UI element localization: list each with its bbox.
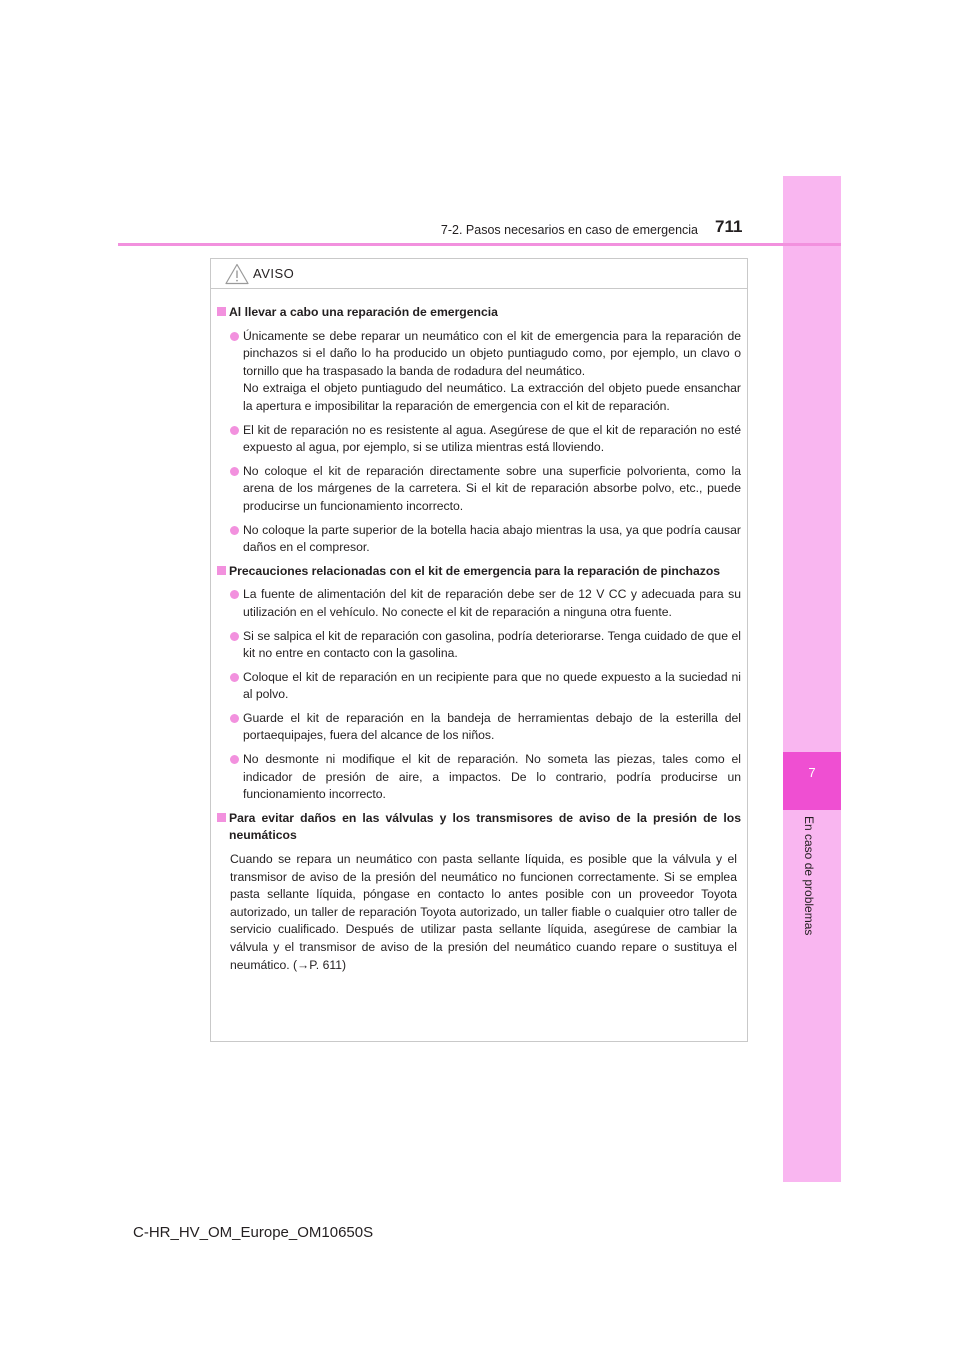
side-tab-band — [783, 176, 841, 1182]
warning-triangle-icon — [225, 263, 249, 285]
round-bullet-icon — [230, 332, 239, 341]
bullet-text: Únicamente se debe reparar un neumático con el kit de emergencia para la reparación de pinchazos si el daño lo ha producido un objeto puntiagudo como, por ejemplo, un clavo o tornillo que ha traspasado la banda de rodadura del neumático. — [243, 328, 741, 378]
paragraph-text: Cuando se repara un neumático con pasta sellante líquida, es posible que la válvula y el transmisor de aviso de la presión del neumático no funcionen correctamente. Si se emplea pasta sellante líquida, póngase en contacto lo antes posible con un proveedor Toyota autorizado, un taller de reparación Toyota autorizado, un taller fiable o cualquier otro taller de servicio cualificado. Después de utilizar pasta sellante líquida, asegúrese de cambiar la válvula y el transmisor de aviso de la presión del neumático cuando repare o sustituya el neumático. (→P. 611) — [230, 852, 737, 972]
chapter-title-vertical — [783, 816, 841, 966]
bullet-text: No coloque el kit de reparación directamente sobre una superficie polvorienta, como la arena de los márgenes de la carretera. Si el kit de reparación absorbe polvo, etc., puede producirse un funcionamiento incorrecto. — [243, 463, 741, 513]
bullet-text: No coloque la parte superior de la botella hacia abajo mientras la usa, ya que podría causar daños en el compresor. — [243, 522, 741, 555]
chapter-number: 7 — [808, 765, 816, 780]
bullet-item — [217, 669, 741, 704]
bullet-text: La fuente de alimentación del kit de reparación debe ser de 12 V CC y adecuada para su utilización en el vehículo. No conecte el kit de reparación a ninguna otra fuente. — [243, 587, 741, 619]
bullet-item — [217, 628, 741, 663]
bullet-item — [217, 586, 741, 621]
page-number: 711 — [715, 217, 743, 236]
header-rule — [118, 243, 841, 246]
bullet-text: El kit de reparación no es resistente al agua. Asegúrese de que el kit de reparación no esté expuesto al agua, por ejemplo, si se utiliza mientras está lloviendo. — [243, 422, 741, 455]
round-bullet-icon — [230, 632, 239, 641]
square-bullet-icon — [217, 307, 226, 316]
round-bullet-icon — [230, 526, 239, 535]
warning-content — [211, 289, 747, 974]
bullet-item — [217, 751, 741, 804]
section-heading: Precauciones relacionadas con el kit de emergencia para la reparación de pinchazos — [217, 563, 741, 581]
bullet-item — [217, 463, 741, 516]
warning-title: AVISO — [253, 266, 295, 281]
bullet-item — [217, 522, 741, 557]
footer-doc-id: C-HR_HV_OM_Europe_OM10650S — [133, 1224, 374, 1241]
bullet-text: Si se salpica el kit de reparación con gasolina, podría deteriorarse. Tenga cuidado de que el kit no entre en contacto con la gasolina. — [243, 628, 741, 661]
bullet-item — [217, 328, 741, 416]
round-bullet-icon — [230, 590, 239, 599]
square-bullet-icon — [217, 813, 226, 822]
bullet-item — [217, 710, 741, 745]
section-paragraph — [217, 851, 741, 974]
bullet-text: No desmonte ni modifique el kit de reparación. No someta las piezas, tales como el indicador de presión de aire, a impactos. De lo contrario, podría producirse un funcionamiento incorrecto. — [243, 752, 741, 802]
bullet-item — [217, 422, 741, 457]
section-heading: Para evitar daños en las válvulas y los transmisores de aviso de la presión de los neumáticos — [217, 810, 741, 845]
round-bullet-icon — [230, 467, 239, 476]
round-bullet-icon — [230, 426, 239, 435]
chapter-title: En caso de problemas — [802, 816, 816, 936]
bullet-text: Guarde el kit de reparación en la bandeja de herramientas debajo de la esterilla del portaequipajes, fuera del alcance de los niños. — [243, 710, 741, 743]
round-bullet-icon — [230, 673, 239, 682]
round-bullet-icon — [230, 714, 239, 723]
section-heading: Al llevar a cabo una reparación de emergencia — [217, 304, 741, 322]
square-bullet-icon — [217, 566, 226, 575]
round-bullet-icon — [230, 755, 239, 764]
warning-box — [210, 258, 748, 1042]
bullet-text: No extraiga el objeto puntiagudo del neumático. La extracción del objeto puede ensanchar la apertura e imposibilitar la reparación de emergencia con el kit de reparación. — [243, 381, 741, 413]
bullet-text: Coloque el kit de reparación en un recipiente para que no quede expuesto a la suciedad ni al polvo. — [243, 669, 741, 702]
warning-header — [211, 259, 747, 289]
header-section-title: 7-2. Pasos necesarios en caso de emergencia — [440, 223, 698, 237]
chapter-tab-marker — [783, 752, 841, 810]
